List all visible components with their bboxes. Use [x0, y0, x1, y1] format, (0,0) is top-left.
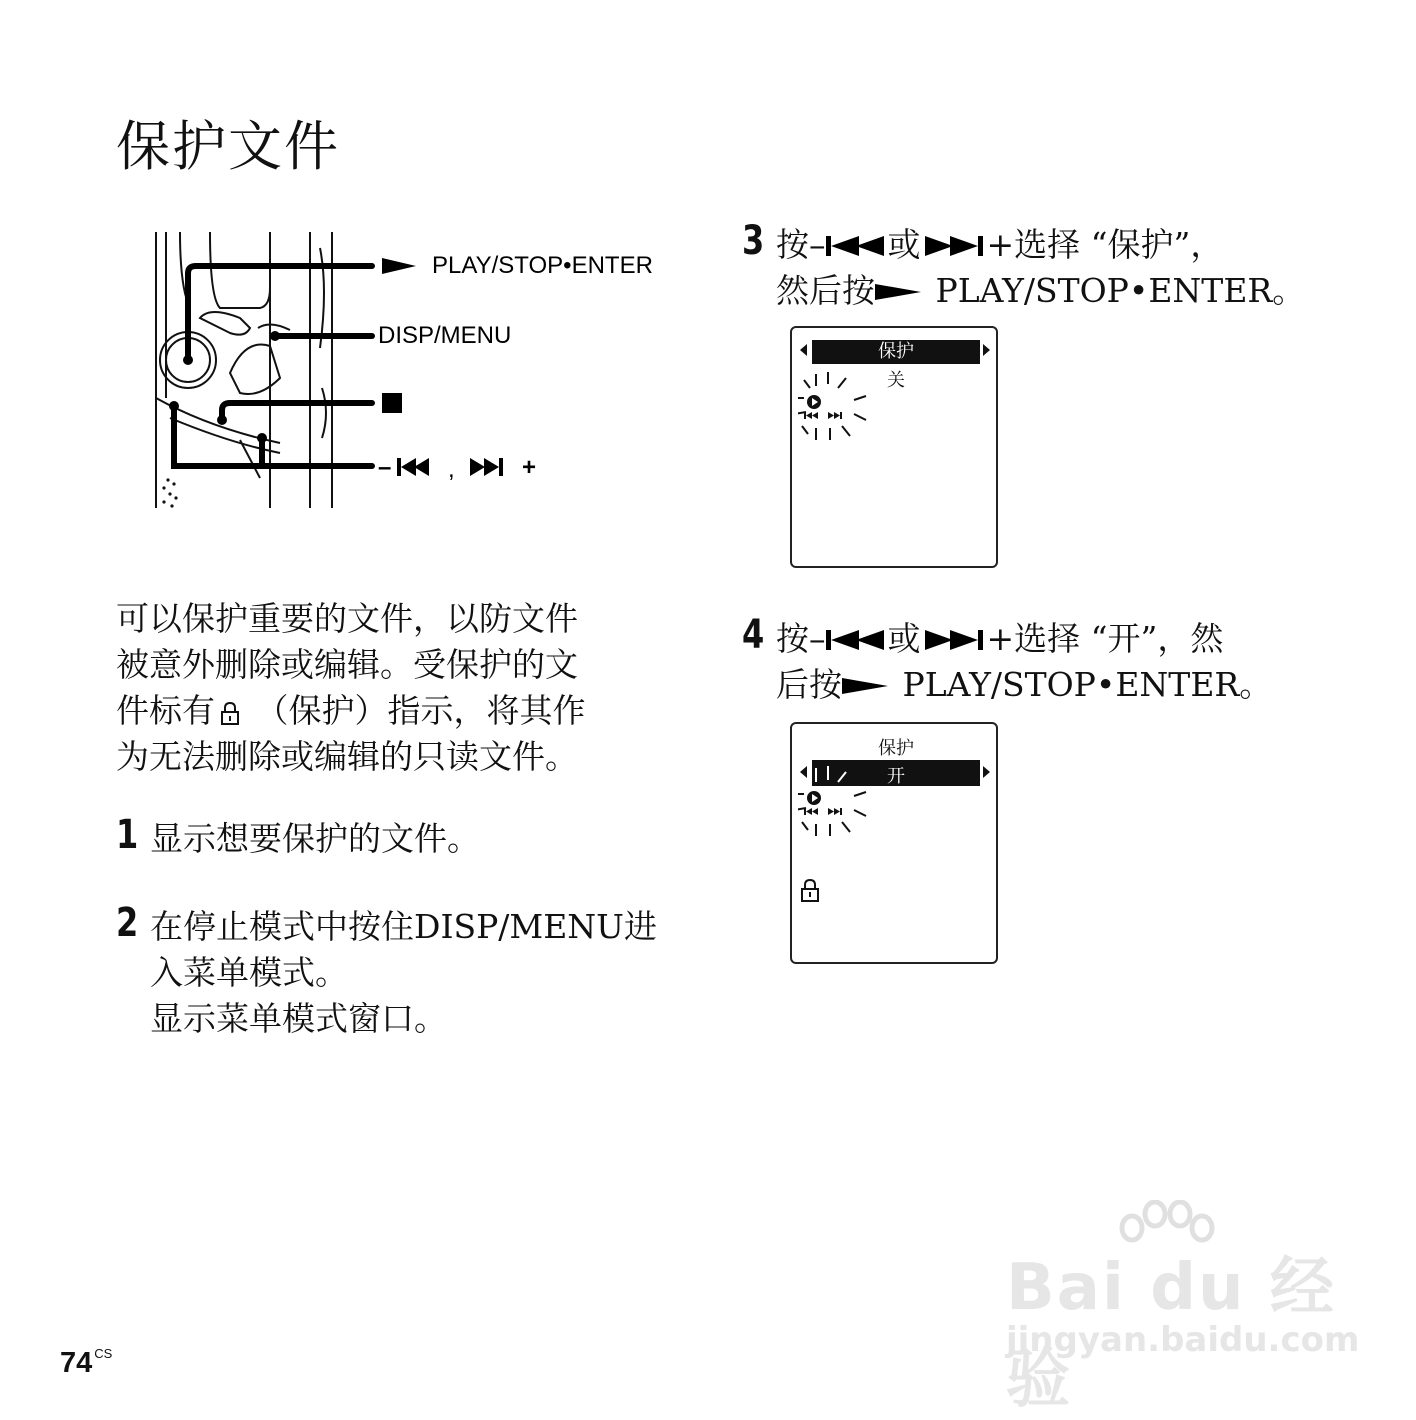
step-line [776, 222, 1396, 268]
step-number: 4 [742, 612, 765, 658]
step-line [776, 662, 1396, 708]
watermark-url: jingyan.baidu.com [1006, 1320, 1360, 1360]
intro-line: 可以保护重要的文件，以防文件 [116, 599, 578, 638]
intro-text: （保护）指示，将其作 [245, 691, 586, 730]
arrow-right-icon [983, 766, 990, 778]
lcd-screen-off [790, 326, 998, 568]
page-title: 保护文件 [116, 115, 340, 178]
play-triangle-icon [382, 258, 416, 274]
step-text: 显示想要保护的文件。 [150, 819, 480, 858]
step-fragment: 按– [776, 619, 826, 658]
watermark-brand: Bai du 经验 [1006, 1251, 1336, 1417]
skip-prev-icon [397, 458, 429, 476]
step-line: 显示菜单模式窗口。 [150, 999, 447, 1038]
skip-separator: , [448, 456, 455, 483]
skip-next-icon [470, 458, 503, 476]
stop-square-icon [382, 393, 402, 413]
play-triangle-icon [842, 674, 892, 698]
step-fragment: 按– [776, 225, 826, 264]
step-number: 3 [742, 218, 765, 264]
step-text [150, 904, 690, 1042]
skip-next-icon [925, 234, 987, 258]
menu-title: 保护 [878, 341, 914, 362]
arrow-left-icon [800, 344, 807, 356]
menu-value: 关 [887, 370, 905, 391]
skip-prev-icon [826, 234, 888, 258]
step-fragment: PLAY/STOP•ENTER。 [925, 271, 1306, 310]
page-number-value: 74 [60, 1347, 93, 1379]
skip-next-label: + [522, 454, 537, 481]
lcd-screen-on [790, 722, 998, 964]
menu-value: 开 [887, 766, 905, 787]
step-line [776, 616, 1396, 662]
skip-next-icon [925, 628, 987, 652]
intro-line [116, 688, 661, 734]
step-fragment: 然后按 [776, 271, 875, 310]
step-line: 在停止模式中按住DISP/MENU进 [150, 907, 657, 946]
menu-title: 保护 [878, 738, 914, 759]
step-line: 入菜单模式。 [150, 953, 348, 992]
intro-line: 被意外删除或编辑。受保护的文 [116, 645, 578, 684]
step-fragment: 后按 [776, 665, 842, 704]
step-fragment: 或 [887, 619, 921, 658]
arrow-right-icon [983, 344, 990, 356]
step-text [776, 616, 1396, 708]
step-fragment: +选择 “开”，然 [986, 619, 1224, 658]
baidu-watermark [1000, 1200, 1360, 1417]
step-text [776, 222, 1396, 314]
disp-menu-label: DISP/MENU [378, 322, 512, 349]
page-suffix: CS [94, 1346, 113, 1361]
arrow-left-icon [800, 766, 807, 778]
lock-icon [219, 700, 241, 726]
skip-prev-label: – [378, 454, 392, 481]
step-line [776, 268, 1396, 314]
step-fragment: +选择 “保护”， [986, 225, 1224, 264]
intro-paragraph [116, 596, 661, 780]
page-number [60, 1346, 112, 1380]
step-number: 2 [116, 900, 139, 946]
step-fragment: PLAY/STOP•ENTER。 [892, 665, 1273, 704]
step-number: 1 [116, 812, 139, 858]
skip-prev-icon [826, 628, 888, 652]
intro-line: 为无法删除或编辑的只读文件。 [116, 737, 578, 776]
lock-icon [800, 878, 820, 904]
play-stop-enter-label: PLAY/STOP•ENTER [432, 252, 653, 279]
play-triangle-icon [875, 280, 925, 304]
intro-text: 件标有 [116, 691, 215, 730]
device-diagram [150, 228, 670, 513]
step-fragment: 或 [887, 225, 921, 264]
